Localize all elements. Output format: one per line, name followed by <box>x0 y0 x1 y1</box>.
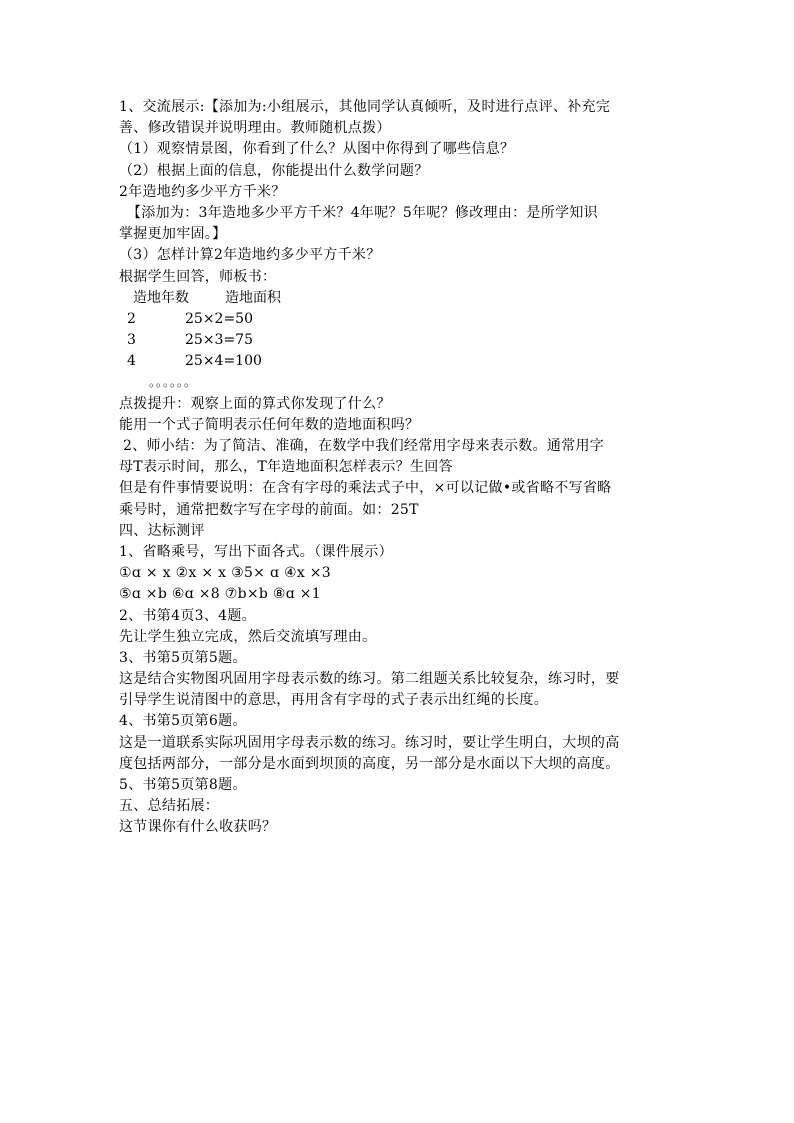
paragraph-line: 度包括两部分，一部分是水面到坝顶的高度，另一部分是水面以下大坝的高度。 <box>119 755 620 772</box>
paragraph-line: 4、书第5页第6题。 <box>119 713 247 730</box>
paragraph-line: 这节课你有什么收获吗？ <box>119 819 277 836</box>
table-row <box>119 351 684 372</box>
paragraph-line: （2）根据上面的信息，你能提出什么数学问题？ <box>119 162 429 179</box>
paragraph-line: 5、书第5页第8题。 <box>119 777 247 793</box>
table-row <box>119 309 684 330</box>
paragraph-line: （1）观察情景图，你看到了什么？从图中你得到了哪些信息？ <box>119 141 515 158</box>
paragraph-line: 能用一个式子简明表示任何年数的造地面积吗？ <box>119 416 420 433</box>
table-cell-years: 3 <box>127 332 136 349</box>
table-ellipsis: 。。。。。。 <box>149 375 198 390</box>
paragraph-line: （3）怎样计算2年造地约多少平方千米？ <box>119 247 381 264</box>
paragraph-line: 【添加为：3年造地多少平方千米？4年呢？5年呢？修改理由：是所学知识 <box>127 204 598 221</box>
paragraph-line: 先让学生独立完成，然后交流填写理由。 <box>119 628 377 645</box>
paragraph-line: 但是有件事情要说明：在含有字母的乘法式子中，×可以记做•或省略不写省略 <box>119 480 612 497</box>
paragraph-line: 引导学生说清图中的意思，再用含有字母的式子表示出红绳的长度。 <box>119 692 548 709</box>
section-heading: 四、达标测评 <box>119 522 205 539</box>
paragraph-line: 1、交流展示:【添加为:小组展示，其他同学认真倾听，及时进行点评、补充完 <box>119 99 611 115</box>
paragraph-line: 2、师小结：为了简洁、准确，在数学中我们经常用字母来表示数。通常用字 <box>123 438 605 454</box>
lesson-content <box>119 97 684 839</box>
exercise-line: ⑤ɑ ×b ⑥ɑ ×8 ⑦b×b ⑧ɑ ×1 <box>119 586 322 603</box>
paragraph-line: 这是结合实物图巩固用字母表示数的练习。第二组题关系比较复杂，练习时，要 <box>119 671 620 688</box>
paragraph-line: 3、书第5页第5题。 <box>119 649 247 666</box>
paragraph-line: 掌握更加牢固。】 <box>119 226 227 243</box>
table-cell-area: 25×2=50 <box>185 310 253 327</box>
paragraph-line: 这是一道联系实际巩固用字母表示数的练习。练习时，要让学生明白，大坝的高 <box>119 734 620 751</box>
paragraph-line: 2、书第4页3、4题。 <box>119 607 256 624</box>
section-heading: 五、总结拓展： <box>119 798 220 815</box>
paragraph-line: 1、省略乘号，写出下面各式。（课件展示） <box>119 543 393 560</box>
paragraph-line: 根据学生回答，师板书： <box>119 268 277 285</box>
table-cell-area: 25×3=75 <box>185 332 253 349</box>
paragraph-line: 2年造地约多少平方千米？ <box>119 183 286 200</box>
table-header-row <box>119 288 684 309</box>
paragraph-line: 母T表示时间，那么，T年造地面积怎样表示？生回答 <box>119 459 453 476</box>
table-header-area: 造地面积 <box>225 289 281 306</box>
table-cell-area: 25×4=100 <box>185 353 262 370</box>
table-cell-years: 2 <box>127 310 136 327</box>
paragraph-line: 点拨提升：观察上面的算式你发现了什么？ <box>119 395 391 412</box>
exercise-line: ①ɑ × x ②x × x ③5× ɑ ④x ×3 <box>119 565 331 582</box>
table-header-years: 造地年数 <box>133 289 189 306</box>
paragraph-line: 乘号时，通常把数字写在字母的前面。如：25T <box>119 501 419 518</box>
table-cell-years: 4 <box>127 353 136 370</box>
table-row <box>119 330 684 351</box>
paragraph-line: 善、修改错误并说明理由。教师随机点拨） <box>119 120 391 137</box>
